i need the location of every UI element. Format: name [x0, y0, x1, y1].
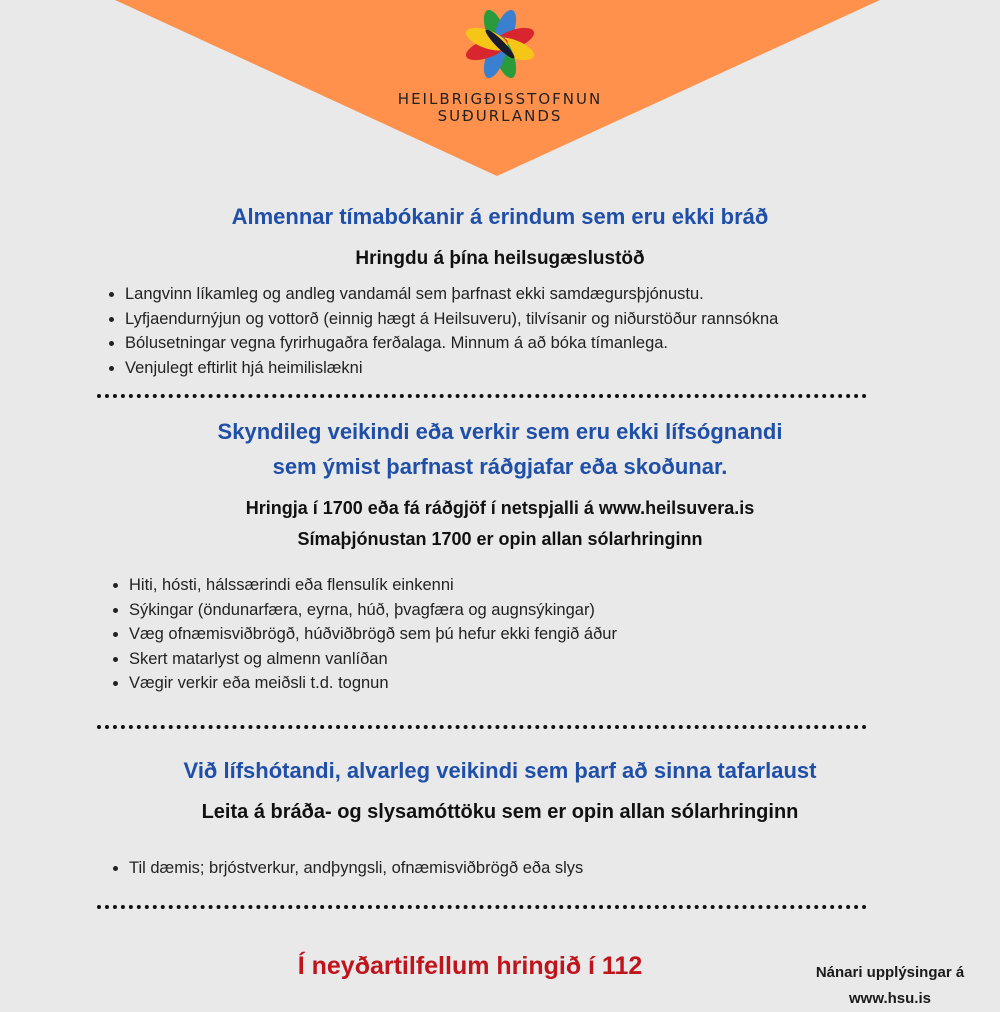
section2-hours: Símaþjónustan 1700 er opin allan sólarhringinn — [297, 529, 703, 549]
list-item: • Venjulegt eftirlit hjá heimilislækni — [125, 356, 778, 381]
divider — [97, 394, 867, 398]
emergency-notice: Í neyðartilfellum hringið í 112 — [297, 952, 643, 980]
divider — [97, 905, 867, 909]
logo-flower-icon — [462, 6, 538, 82]
brand-name: HEILBRIGÐISSTOFNUN — [397, 90, 603, 108]
section3-list — [107, 856, 583, 881]
more-info — [790, 960, 990, 1012]
list-item: • Til dæmis; brjóstverkur, andþyngsli, ofnæmisviðbrögð eða slys — [129, 856, 583, 881]
list-item: • Langvinn líkamleg og andleg vandamál sem þarfnast ekki samdægursþjónustu. — [125, 282, 778, 307]
section2-title: Skyndileg veikindi eða verkir sem eru ekki lífsógnandi — [217, 419, 783, 444]
list-item: • Vægir verkir eða meiðsli t.d. tognun — [129, 671, 617, 696]
section1-title: Almennar tímabókanir á erindum sem eru ekki bráð — [231, 204, 769, 229]
section3-title: Við lífshótandi, alvarleg veikindi sem þarf að sinna tafarlaust — [183, 758, 817, 783]
website-link[interactable]: www.hsu.is — [849, 990, 931, 1007]
more-info-text: Nánari upplýsingar á — [815, 964, 965, 981]
list-item: • Lyfjaendurnýjun og vottorð (einnig hægt á Heilsuveru), tilvísanir og niðurstöður rannsókna — [125, 307, 778, 332]
list-item: • Bólusetningar vegna fyrirhugaðra ferðalaga. Minnum á að bóka tímanlega. — [125, 331, 778, 356]
section1-list — [103, 282, 778, 380]
list-item: • Hiti, hósti, hálssærindi eða flensulík einkenni — [129, 573, 617, 598]
section2-title-line2: sem ýmist þarfnast ráðgjafar eða skoðunar. — [272, 454, 728, 479]
divider — [97, 725, 867, 729]
brand-region: SUÐURLANDS — [437, 107, 563, 125]
section1-subtitle: Hringdu á þína heilsugæslustöð — [355, 248, 645, 269]
list-item: • Skert matarlyst og almenn vanlíðan — [129, 647, 617, 672]
section2-list — [107, 573, 617, 696]
list-item: • Sýkingar (öndunarfæra, eyrna, húð, þvagfæra og augnsýkingar) — [129, 598, 617, 623]
list-item: • Væg ofnæmisviðbrögð, húðviðbrögð sem þú hefur ekki fengið áður — [129, 622, 617, 647]
section2-subtitle: Hringja í 1700 eða fá ráðgjöf í netspjalli á www.heilsuvera.is — [245, 498, 755, 518]
section3-subtitle: Leita á bráða- og slysamóttöku sem er opin allan sólarhringinn — [201, 801, 799, 823]
